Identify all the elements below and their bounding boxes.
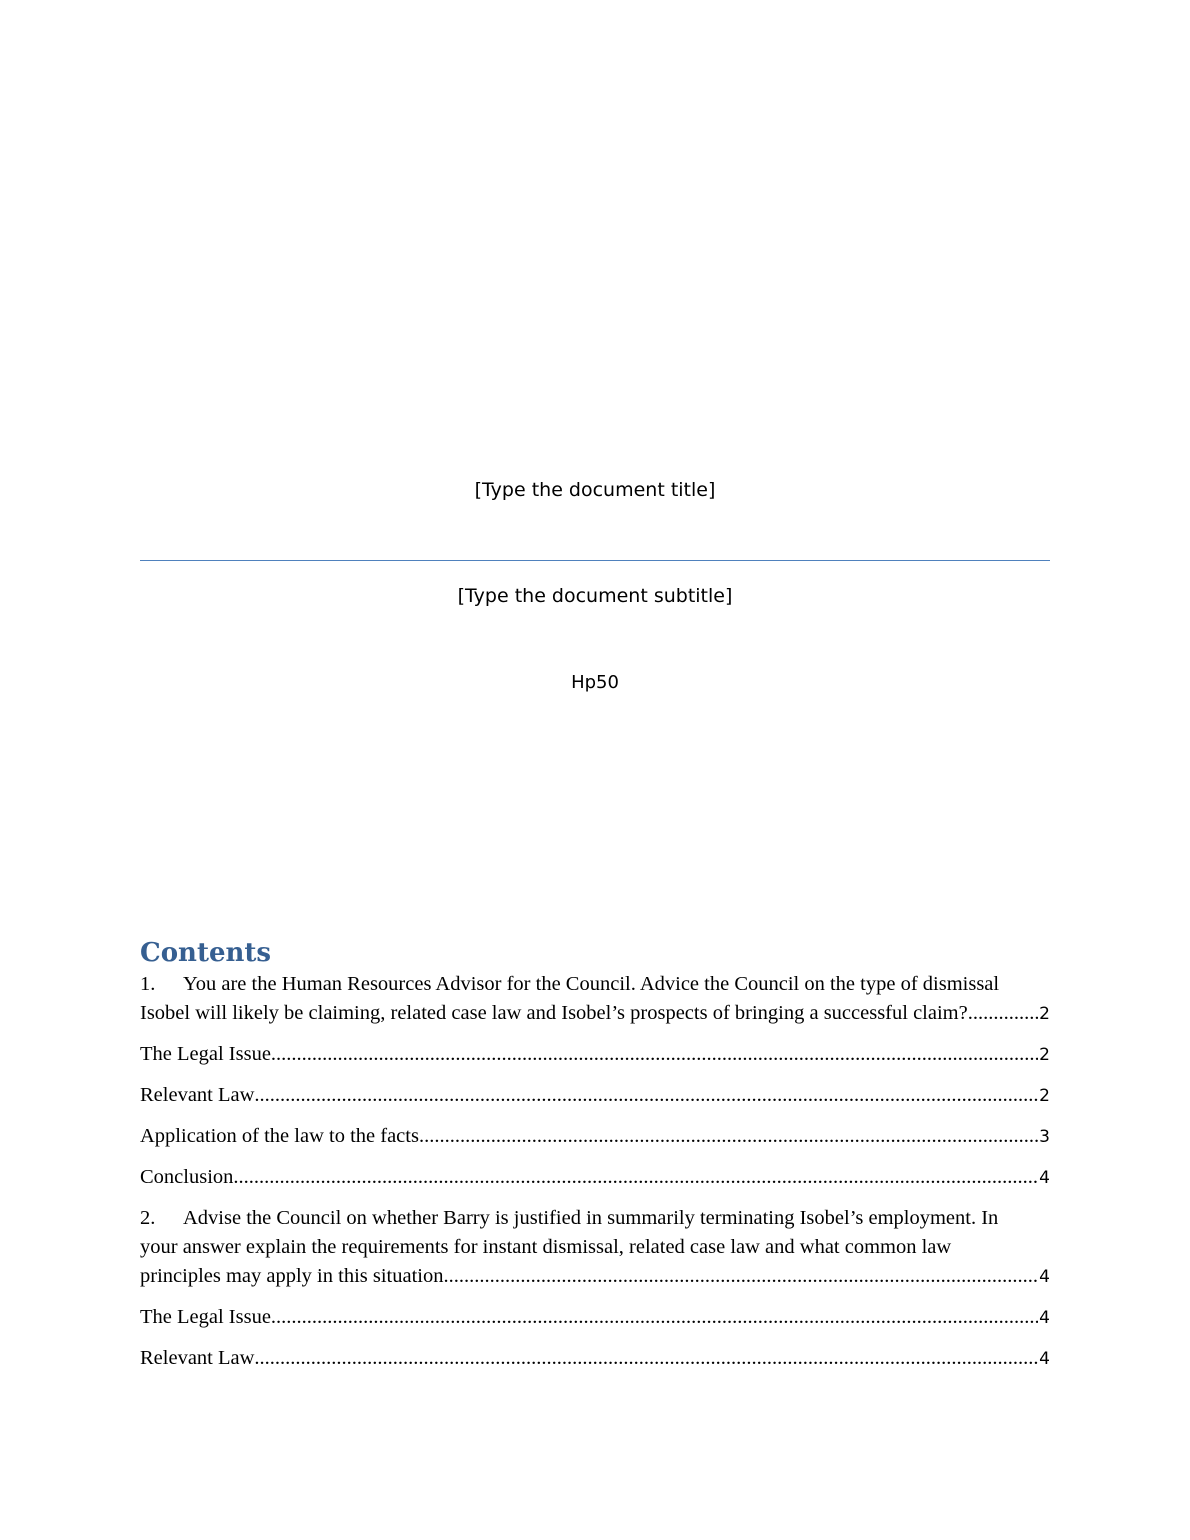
toc-entry-last-line [140, 999, 1050, 1029]
toc-entry-text: The Legal Issue [140, 1043, 271, 1065]
toc-entry-application[interactable] [140, 1122, 1050, 1152]
document-author: Hp50 [571, 672, 619, 693]
toc-page-number: 4 [1039, 1349, 1050, 1369]
toc-entry-last-line [140, 1081, 1050, 1111]
toc-entry-question-2[interactable] [140, 1204, 1050, 1292]
toc-entry-text: Relevant Law [140, 1084, 255, 1106]
toc-entry-relevant-law-1[interactable] [140, 1081, 1050, 1111]
toc-entry-number: 2. [140, 1207, 156, 1229]
table-of-contents [140, 936, 1050, 1374]
toc-entry-last-line [140, 1122, 1050, 1152]
toc-entry-last-line [140, 1303, 1050, 1333]
toc-leader-dots [233, 1163, 1038, 1192]
document-subtitle: [Type the document subtitle] [457, 585, 733, 607]
toc-entry-line: your answer explain the requirements for instant dismissal, related case law and what common law [140, 1236, 952, 1258]
toc-page-number: 2 [1039, 1004, 1050, 1024]
toc-entry-text: principles may apply in this situation. [140, 1265, 449, 1287]
toc-entry-legal-issue-1[interactable] [140, 1040, 1050, 1070]
toc-leader-dots [449, 1262, 1039, 1291]
toc-entry-last-line [140, 1163, 1050, 1193]
toc-page-number: 4 [1039, 1308, 1050, 1328]
toc-entry-line [140, 1204, 1050, 1233]
toc-leader-dots [968, 999, 1038, 1028]
toc-entry-last-line [140, 1040, 1050, 1070]
toc-entry-text: The Legal Issue [140, 1306, 271, 1328]
title-divider [140, 560, 1050, 561]
toc-entry-question-1[interactable] [140, 970, 1050, 1029]
toc-entry-last-line [140, 1262, 1050, 1292]
toc-leader-dots [254, 1081, 1038, 1110]
toc-entry-legal-issue-2[interactable] [140, 1303, 1050, 1333]
toc-entry-text: Conclusion [140, 1166, 234, 1188]
toc-page-number: 4 [1039, 1267, 1050, 1287]
toc-entry-number: 1. [140, 973, 156, 995]
toc-entry-last-line [140, 1344, 1050, 1374]
toc-entry-text: Relevant Law [140, 1347, 255, 1369]
toc-entry-relevant-law-2[interactable] [140, 1344, 1050, 1374]
toc-page-number: 2 [1039, 1045, 1050, 1065]
toc-entry-text: Application of the law to the facts [140, 1125, 419, 1147]
toc-entry-conclusion[interactable] [140, 1163, 1050, 1193]
toc-page-number: 2 [1039, 1086, 1050, 1106]
toc-page-number: 3 [1039, 1127, 1050, 1147]
toc-entry-text: Advise the Council on whether Barry is justified in summarily terminating Isobel’s employment. In [183, 1207, 999, 1229]
toc-page-number: 4 [1039, 1168, 1050, 1188]
document-title: [Type the document title] [474, 479, 716, 501]
toc-leader-dots [271, 1040, 1038, 1069]
toc-entry-text: You are the Human Resources Advisor for the Council. Advice the Council on the type of dismissal [183, 973, 1000, 995]
toc-entry-line [140, 970, 1050, 999]
toc-leader-dots [271, 1303, 1038, 1332]
toc-leader-dots [419, 1122, 1038, 1151]
toc-leader-dots [254, 1344, 1038, 1373]
toc-heading: Contents [140, 938, 272, 968]
toc-entry-text: Isobel will likely be claiming, related case law and Isobel’s prospects of bringing a successful claim? [140, 1002, 968, 1024]
